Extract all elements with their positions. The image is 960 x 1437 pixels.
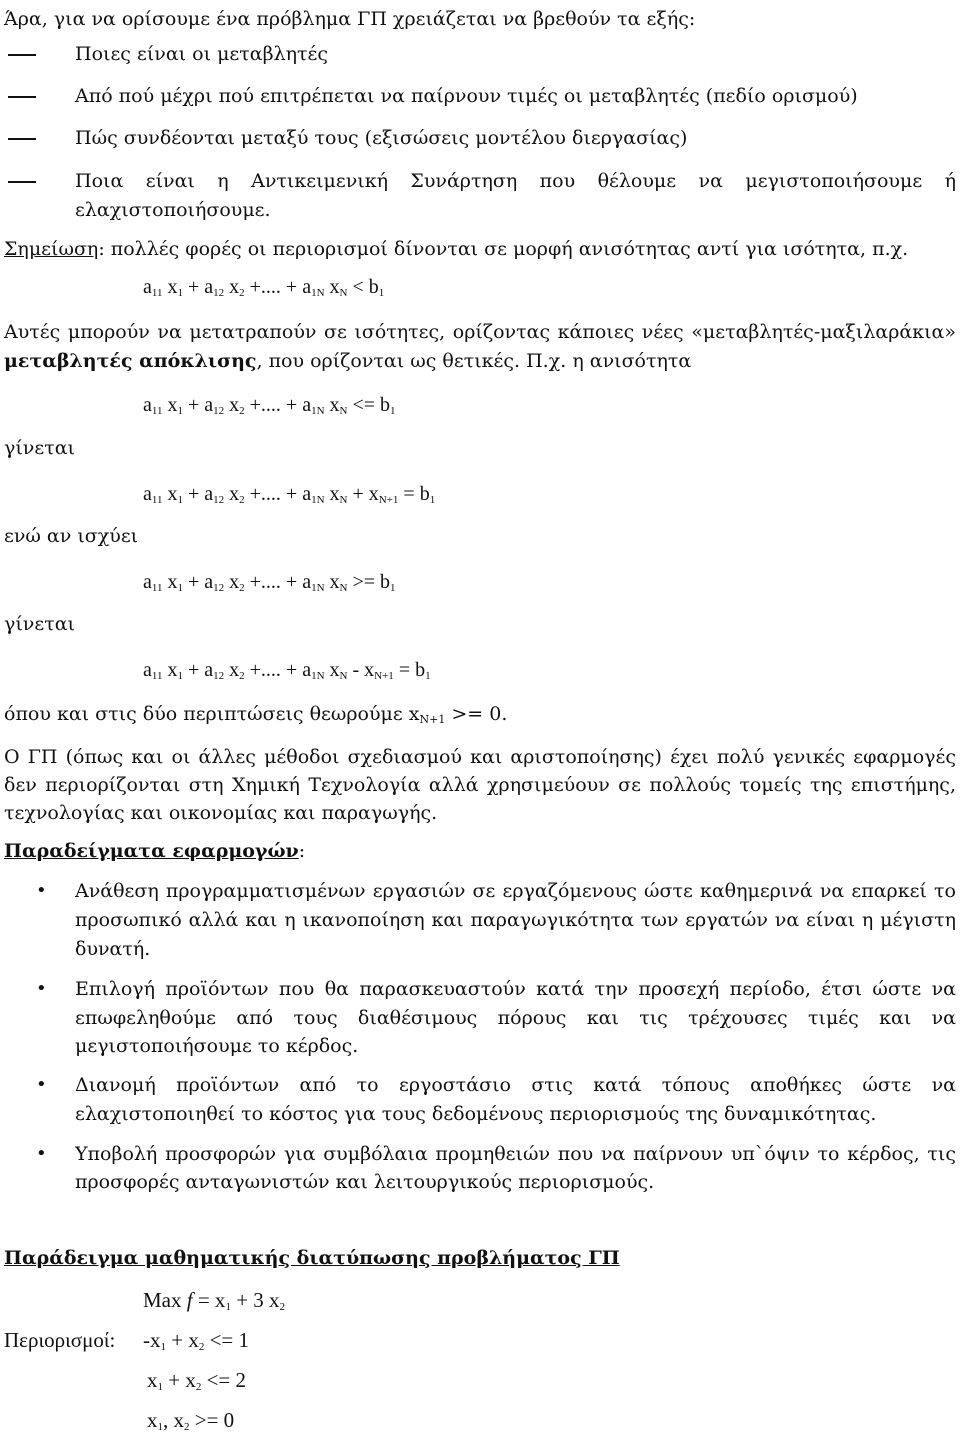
constraint-1: $-x_1 + x_2 <= 1$ bbox=[143, 1328, 250, 1353]
slack-paragraph-line bbox=[4, 344, 956, 378]
note-line bbox=[4, 232, 956, 266]
bullet-icon: • bbox=[36, 1074, 47, 1095]
label-while: ενώ αν ισχύει bbox=[4, 525, 139, 547]
gp-paragraph-line: δεν περιορίζονται στη Χημική Τεχνολογία αλλά χρησιμεύουν σε πολλούς τομείς της επιστήμης, bbox=[4, 774, 956, 796]
constraints-label: Περιορισμοί: bbox=[4, 1328, 116, 1352]
gp-paragraph-line: τεχνολογίας και οικονομίας και παραγωγής. bbox=[4, 802, 438, 824]
list-item-line: δυνατή. bbox=[75, 938, 151, 960]
gp-paragraph-line: Ο ΓΠ (όπως και οι άλλες μέθοδοι σχεδιασμού και αριστοποίησης) έχει πολύ γενικές εφαρμογές bbox=[4, 746, 956, 768]
dash-marker bbox=[8, 54, 36, 56]
bullet-icon: • bbox=[36, 880, 47, 901]
dash-item-continuation: ελαχιστοποιήσουμε. bbox=[75, 199, 271, 221]
slack-paragraph-line: Αυτές μπορούν να μετατραπούν σε ισότητες, ορίζοντας κάποιες νέες «μεταβλητές-μαξιλαράκια» bbox=[4, 321, 956, 343]
list-item: Ανάθεση προγραμματισμένων εργασιών σε εργαζόμενους ώστε καθημερινά να επαρκεί το bbox=[75, 880, 956, 902]
bullet-icon: • bbox=[36, 978, 47, 999]
dash-item: Ποιες είναι οι μεταβλητές bbox=[75, 43, 329, 65]
dash-item: Ποια είναι η Αντικειμενική Συνάρτηση που θέλουμε να μεγιστοποιήσουμε ή bbox=[75, 170, 956, 192]
list-item-line: μεγιστοποιήσουμε το κέρδος. bbox=[75, 1035, 359, 1057]
formula-inequality-lt: $a_{11}$ $x_1 + a_{12}$ $x_2$ +.... + $a_{1N}$ $x_N < b_1$ bbox=[143, 276, 385, 299]
math-heading: Παράδειγμα μαθηματικής διατύπωσης προβλήματος ΓΠ bbox=[4, 1247, 620, 1269]
label-becomes: γίνεται bbox=[4, 437, 75, 459]
note-label: Σημείωση bbox=[4, 238, 99, 260]
objective-function: Max $f = x_1 + 3$ $x_2$ bbox=[143, 1288, 286, 1313]
formula-equality-minus: $a_{11}$ $x_1 + a_{12}$ $x_2$ +.... + $a_{1N}$ $x_N - x_{N+1} = b_1$ bbox=[143, 659, 431, 682]
dash-marker bbox=[8, 138, 36, 140]
slack-rest: , που ορίζονται ως θετικές. Π.χ. η ανισότητα bbox=[256, 350, 692, 372]
bullet-icon: • bbox=[36, 1143, 47, 1164]
note-text: : πολλές φορές οι περιορισμοί δίνονται σε μορφή ανισότητας αντί για ισότητα, π.χ. bbox=[98, 238, 909, 260]
list-item: Επιλογή προϊόντων που θα παρασκευαστούν κατά την προσεχή περίοδο, έτσι ώστε να bbox=[75, 978, 956, 1000]
list-item-line: επωφεληθούμε από τους διαθέσιμους πόρους και τις τρέχουσες τιμές και να bbox=[75, 1007, 956, 1029]
examples-heading: Παραδείγματα εφαρμογών: bbox=[4, 840, 306, 862]
examples-heading-text: Παραδείγματα εφαρμογών bbox=[4, 840, 299, 862]
label-becomes: γίνεται bbox=[4, 613, 75, 635]
formula-inequality-ge: $a_{11}$ $x_1 + a_{12}$ $x_2$ +.... + $a_{1N}$ $x_N >= b_1$ bbox=[143, 571, 396, 594]
both-cases-note: όπου και στις δύο περιπτώσεις θεωρούμε $x_{N+1} >= 0$. bbox=[4, 703, 508, 726]
list-item-line: προσωπικό αλλά και η ικανοποίηση και παραγωγικότητα των εργατών να είναι η μέγιστη bbox=[75, 909, 956, 931]
dash-item: Πώς συνδέονται μεταξύ τους (εξισώσεις μοντέλου διεργασίας) bbox=[75, 127, 688, 149]
list-item-line: ελαχιστοποιηθεί το κόστος για τους δεδομένους περιορισμούς της δυναμικότητας. bbox=[75, 1103, 877, 1125]
list-item: Διανομή προϊόντων από το εργοστάσιο στις κατά τόπους αποθήκες ώστε να bbox=[75, 1074, 956, 1096]
dash-marker bbox=[8, 181, 36, 183]
formula-equality-plus: $a_{11}$ $x_1 + a_{12}$ $x_2$ +.... + $a_{1N}$ $x_N + x_{N+1} = b_1$ bbox=[143, 483, 436, 506]
constraint-2: $x_1 + x_2 <= 2$ bbox=[147, 1368, 247, 1393]
slack-bold-term: μεταβλητές απόκλισης bbox=[4, 350, 257, 372]
intro-text: Άρα, για να ορίσουμε ένα πρόβλημα ΓΠ χρειάζεται να βρεθούν τα εξής: bbox=[4, 8, 696, 30]
list-item: Υποβολή προσφορών για συμβόλαια προμηθειών που να παίρνουν υπ`όψιν το κέρδος, τις bbox=[75, 1143, 956, 1165]
dash-item: Από πού μέχρι πού επιτρέπεται να παίρνουν τιμές οι μεταβλητές (πεδίο ορισμού) bbox=[75, 85, 858, 107]
formula-inequality-le: $a_{11}$ $x_1 + a_{12}$ $x_2$ +.... + $a_{1N}$ $x_N <= b_1$ bbox=[143, 394, 396, 417]
constraint-3: $x_1$, $x_2 >= 0$ bbox=[147, 1408, 235, 1433]
dash-marker bbox=[8, 96, 36, 98]
list-item-line: προσφορές ανταγωνιστών και λειτουργικούς περιορισμούς. bbox=[75, 1171, 655, 1193]
